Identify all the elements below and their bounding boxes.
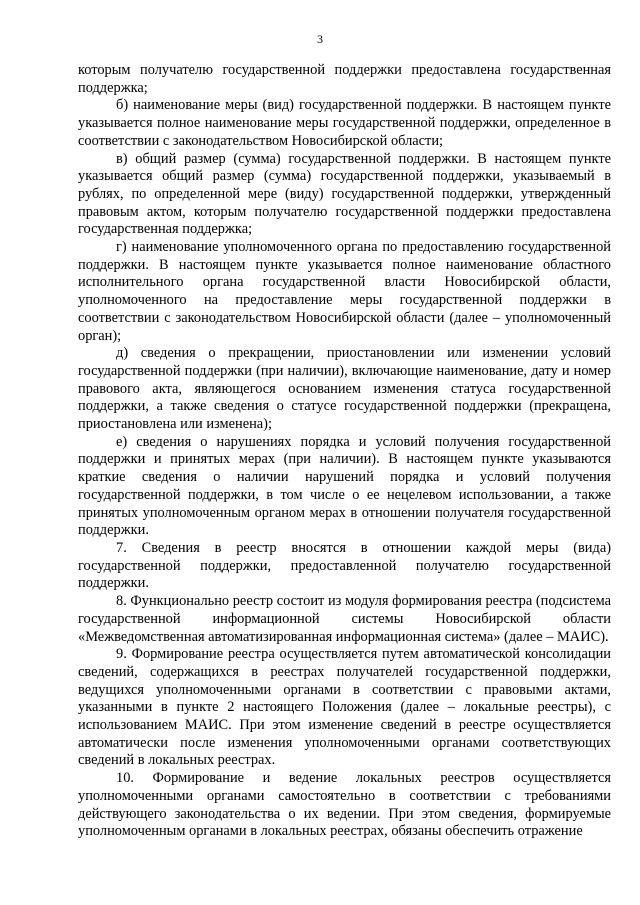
paragraph-item-e: е) сведения о нарушениях порядка и условий получения государственной поддержки и принятых мерах (при наличии). В настоящем пункте указываются краткие сведения о наличии нарушений порядка и условий получения государственной поддержки, в том числе о ее нецелевом использовании, а также принятых уполномоченным органом мерах в отношении получателя государственной поддержки. <box>78 433 611 539</box>
paragraph-continuation: которым получателю государственной поддержки предоставлена государственная поддержка; <box>78 62 611 96</box>
paragraph-item-b: б) наименование меры (вид) государственной поддержки. В настоящем пункте указывается полное наименование меры государственной поддержки, определенное в соответствии с законодательством Новосибирской области; <box>78 97 611 149</box>
paragraph-7: 7. Сведения в реестр вносятся в отношении каждой меры (вида) государственной поддержки, предоставленной получателю государственной поддержки. <box>78 539 611 592</box>
paragraph-item-g: г) наименование уполномоченного органа по предоставлению государственной поддержки. В настоящем пункте указывается полное наименование областного исполнительного органа государственной власти Новосибирской области, уполномоченного на предоставление меры государственной поддержки в соответствии с законодательством Новосибирской области (далее – уполномоченный орган); <box>78 239 611 344</box>
paragraph-10: 10. Формирование и ведение локальных реестров осуществляется уполномоченными органами самостоятельно в соответствии с требованиями действующего законодательства о их ведении. При этом сведения, формируемые уполномоченным органами в локальных реестрах, обязаны обеспечить отражение <box>78 770 611 840</box>
page-number: 3 <box>317 32 323 46</box>
paragraph-item-v: в) общий размер (сумма) государственной поддержки. В настоящем пункте указывается общий размер (сумма) государственной поддержки, указываемый в рублях, по определенной мере (виду) государственной поддержки, утвержденный правовым актом, которым получателю государственной поддержки предоставлена государственная поддержка; <box>78 150 611 238</box>
paragraph-9: 9. Формирование реестра осуществляется путем автоматической консолидации сведений, содержащихся в реестрах получателей государственной поддержки, ведущихся уполномоченными органами в соответствии с правовыми актами, указанными в пункте 2 настоящего Положения (далее – локальные реестры), с использованием МАИС. При этом изменение сведений в реестре осуществляется автоматически после изменения уполномоченными органами соответствующих сведений в локальных реестрах. <box>78 646 611 769</box>
paragraph-item-d: д) сведения о прекращении, приостановлении или изменении условий государственной поддержки (при наличии), включающие наименование, дату и номер правового акта, являющегося основанием изменения статуса государственной поддержки, а также сведения о статусе государственной поддержки (прекращена, приостановлена или изменена); <box>78 345 611 433</box>
document-body <box>78 62 611 841</box>
paragraph-8: 8. Функционально реестр состоит из модуля формирования реестра (подсистема государственной информационной системы Новосибирской области «Межведомственная автоматизированная информационная система» (далее – МАИС). <box>78 593 611 645</box>
